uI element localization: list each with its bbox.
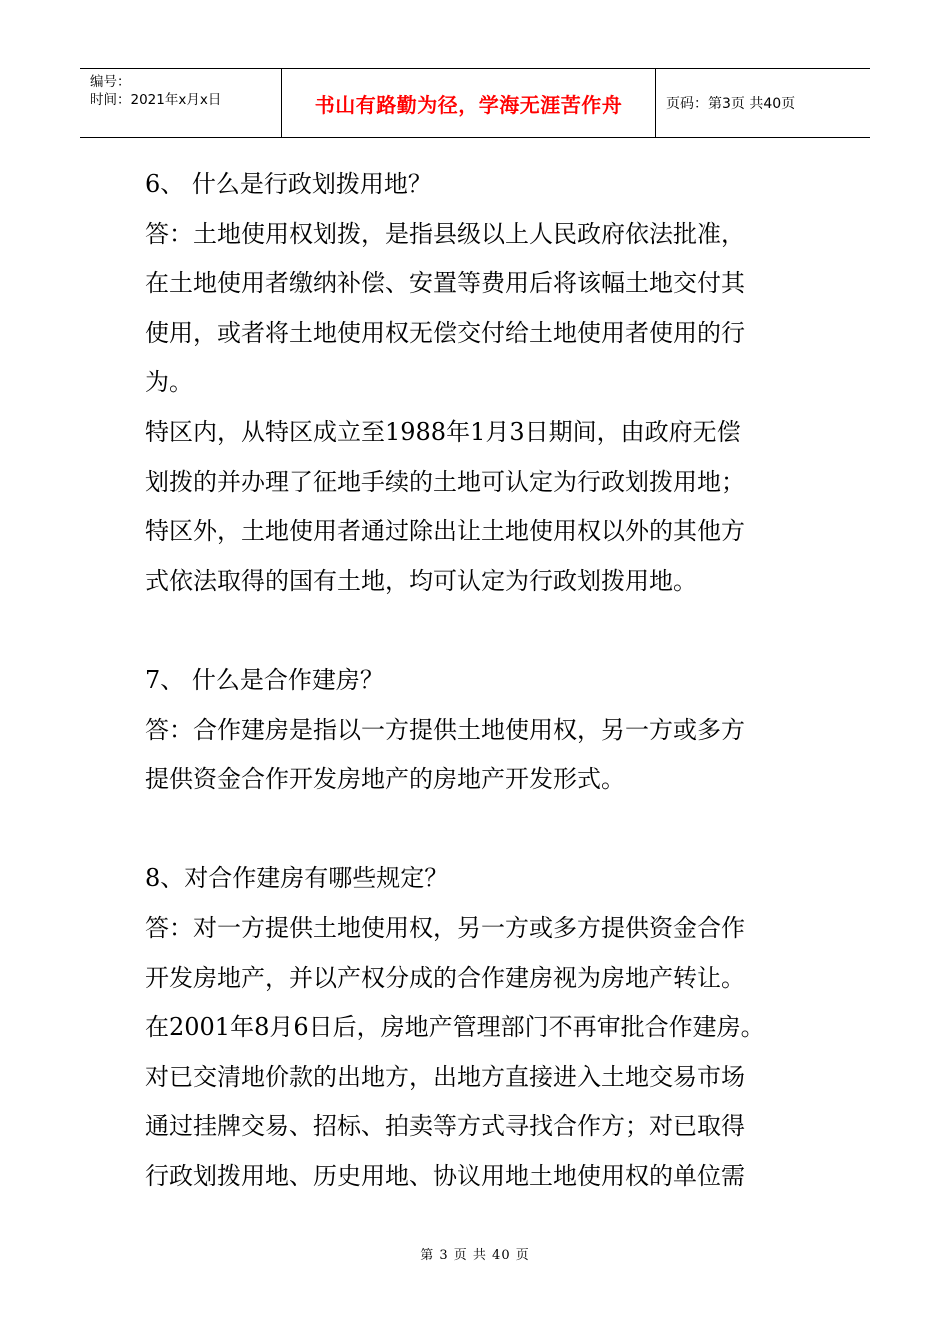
body-line: 答：合作建房是指以一方提供土地使用权，另一方或多方 xyxy=(145,715,745,744)
body-line: 使用，或者将土地使用权无偿交付给土地使用者使用的行 xyxy=(145,318,745,347)
body-line: 提供资金合作开发房地产的房地产开发形式。 xyxy=(145,765,625,794)
page-footer: 第 3 页 共 40 页 xyxy=(420,1248,530,1263)
document-date: 时间：2021年x月x日 xyxy=(90,92,222,108)
body-line: 为。 xyxy=(145,368,193,397)
header-meta-cell xyxy=(80,69,282,137)
body-line: 在2001年8月6日后，房地产管理部门不再审批合作建房。 xyxy=(145,1013,765,1042)
body-line: 划拨的并办理了征地手续的土地可认定为行政划拨用地； xyxy=(145,467,745,496)
body-line: 对已交清地价款的出地方，出地方直接进入土地交易市场 xyxy=(145,1062,745,1091)
body-line: 答：对一方提供土地使用权，另一方或多方提供资金合作 xyxy=(145,913,745,942)
body-line: 特区外，土地使用者通过除出让土地使用权以外的其他方 xyxy=(145,517,745,546)
body-line: 在土地使用者缴纳补偿、安置等费用后将该幅土地交付其 xyxy=(145,269,745,298)
body-line: 6、 什么是行政划拨用地？ xyxy=(145,170,432,198)
header-page-info: 页码：第3页 共40页 xyxy=(666,96,796,112)
body-line: 开发房地产，并以产权分成的合作建房视为房地产转让。 xyxy=(145,963,745,992)
body-line: 行政划拨用地、历史用地、协议用地土地使用权的单位需 xyxy=(145,1161,745,1190)
body-line: 答：土地使用权划拨，是指县级以上人民政府依法批准， xyxy=(145,219,745,248)
body-line: 式依法取得的国有土地，均可认定为行政划拨用地。 xyxy=(145,566,697,595)
body-line: 通过挂牌交易、招标、拍卖等方式寻找合作方；对已取得 xyxy=(145,1112,745,1141)
body-line: 特区内，从特区成立至1988年1月3日期间，由政府无偿 xyxy=(145,417,741,446)
body-line: 7、 什么是合作建房？ xyxy=(145,665,384,694)
paragraph-gap xyxy=(145,606,825,656)
document-number-label: 编号： xyxy=(90,74,131,90)
body-line: 8、对合作建房有哪些规定？ xyxy=(145,864,449,893)
header-motto: 书山有路勤为径，学海无涯苦作舟 xyxy=(282,69,656,137)
document-header xyxy=(80,68,870,138)
document-body xyxy=(145,160,825,1201)
paragraph-gap xyxy=(145,805,825,855)
